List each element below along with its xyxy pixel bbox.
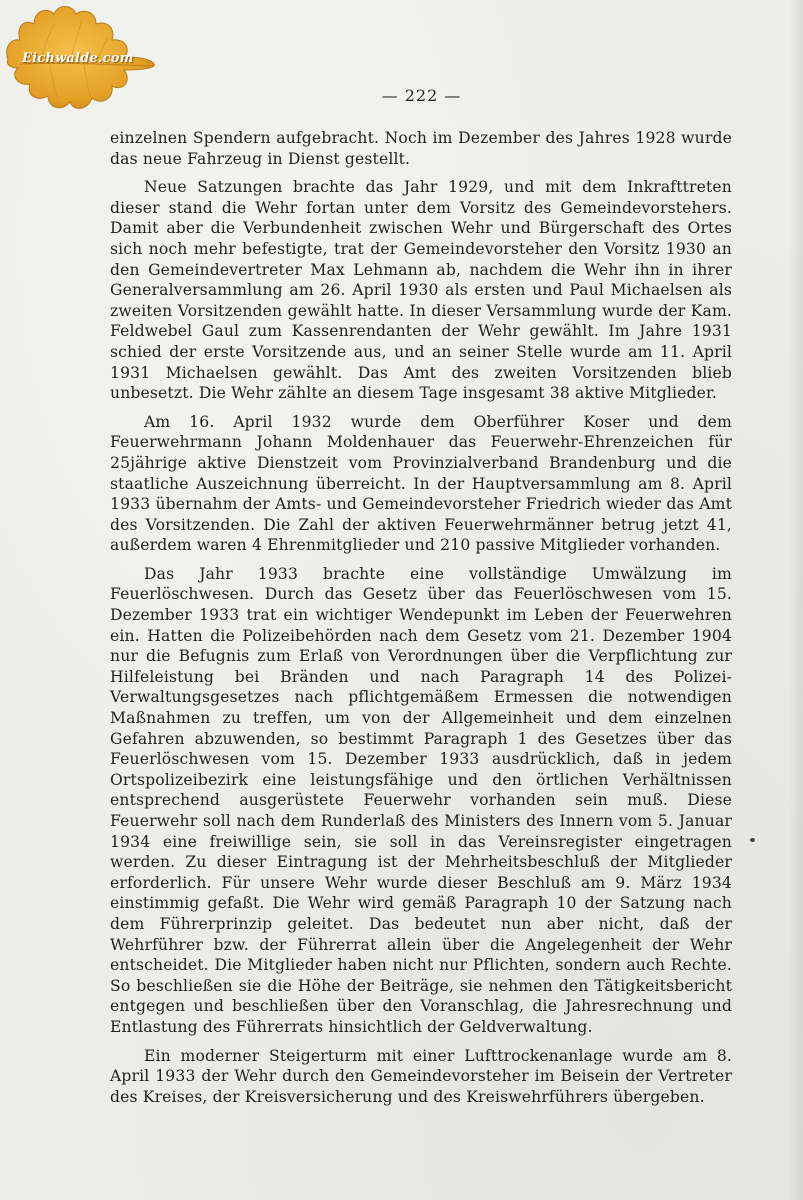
body-text (110, 128, 732, 1115)
page-number: — 222 — (381, 86, 462, 105)
paragraph-2: Neue Satzungen brachte das Jahr 1929, und mit dem Inkrafttreten dieser stand die Wehr fortan unter dem Vorsitz des Gemeindevorstehers. Damit aber die Verbundenheit zwischen Wehr und Bürgerschaft des Ortes sich noch mehr befestigte, trat der Gemeindevorsteher den Vorsitz 1930 an den Gemeindevertreter Max Lehmann ab, nachdem die Wehr ihn in ihrer Generalversammlung am 26. April 1930 als ersten und Paul Michaelsen als zweiten Vorsitzenden gewählt hatte. In dieser Versammlung wurde der Kam. Feldwebel Gaul zum Kassenrendanten der Wehr gewählt. Im Jahre 1931 schied der erste Vorsitzende aus, und an seiner Stelle wurde am 11. April 1931 Michaelsen gewählt. Das Amt des zweiten Vorsitzenden blieb unbesetzt. Die Wehr zählte an diesem Tage insgesamt 38 aktive Mitglieder. (110, 178, 732, 403)
logo-text: Eichwalde.com (22, 51, 134, 66)
paragraph-3: Am 16. April 1932 wurde dem Oberführer Koser und dem Feuerwehrmann Johann Moldenhauer das Feuerwehr-Ehrenzeichen für 25jährige aktive Dienstzeit vom Provinzialverband Brandenburg und die staatliche Auszeichnung überreicht. In der Hauptversammlung am 8. April 1933 übernahm der Amts- und Gemeindevorsteher Friedrich wieder das Amt des Vorsitzenden. Die Zahl der aktiven Feuerwehrmänner betrug jetzt 41, außerdem waren 4 Ehrenmitglieder und 210 passive Mitglieder vorhanden. (110, 412, 732, 555)
paragraph-4: Das Jahr 1933 brachte eine vollständige Umwälzung im Feuerlöschwesen. Durch das Gesetz über das Feuerlöschwesen vom 15. Dezember 1933 trat ein wichtiger Wendepunkt im Leben der Feuerwehren ein. Hatten die Polizeibehörden nach dem Gesetz vom 21. Dezember 1904 nur die Befugnis zum Erlaß von Verordnungen über die Verpflichtung zur Hilfeleistung bei Bränden und nach Paragraph 14 des Polizei-Verwaltungsgesetzes nach pflichtgemäßem Ermessen die notwendigen Maßnahmen zu treffen, um von der Allgemeinheit und dem einzelnen Gefahren abzuwenden, so bestimmt Paragraph 1 des Gesetzes über das Feuerlöschwesen vom 15. Dezember 1933 ausdrücklich, daß in jedem Ortspolizeibezirk eine leistungsfähige und den örtlichen Verhältnissen entsprechend ausgerüstete Feuerwehr vorhanden sein muß. Diese Feuerwehr soll nach dem Runderlaß des Ministers des Innern vom 5. Januar 1934 eine freiwillige sein, sie soll in das Vereinsregister eingetragen werden. Zu dieser Eintragung ist der Mehrheitsbeschluß der Mitglieder erforderlich. Für unsere Wehr wurde dieser Beschluß am 9. März 1934 einstimmig gefaßt. Die Wehr wird gemäß Paragraph 10 der Satzung nach dem Führerprinzip geleitet. Das bedeutet nun aber nicht, daß der Wehrführer bzw. der Führerrat allein über die Angelegenheit der Wehr entscheidet. Die Mitglieder haben nicht nur Pflichten, sondern auch Rechte. So beschließen sie die Höhe der Beiträge, sie nehmen den Tätigkeitsbericht entgegen und beschließen über den Voranschlag, die Jahresrechnung und Entlastung des Führerrats hinsichtlich der Geldverwaltung. (110, 564, 732, 1036)
ink-speck (750, 838, 755, 842)
paragraph-5: Ein moderner Steigerturm mit einer Lufttrockenanlage wurde am 8. April 1933 der Wehr durch den Gemeindevorsteher im Beisein der Vertreter des Kreises, der Kreisversicherung und des Kreiswehrführers übergeben. (110, 1046, 732, 1106)
page-edge-shadow (789, 0, 803, 1200)
paragraph-1: einzelnen Spendern aufgebracht. Noch im Dezember des Jahres 1928 wurde das neue Fahrzeug in Dienst gestellt. (110, 129, 732, 168)
